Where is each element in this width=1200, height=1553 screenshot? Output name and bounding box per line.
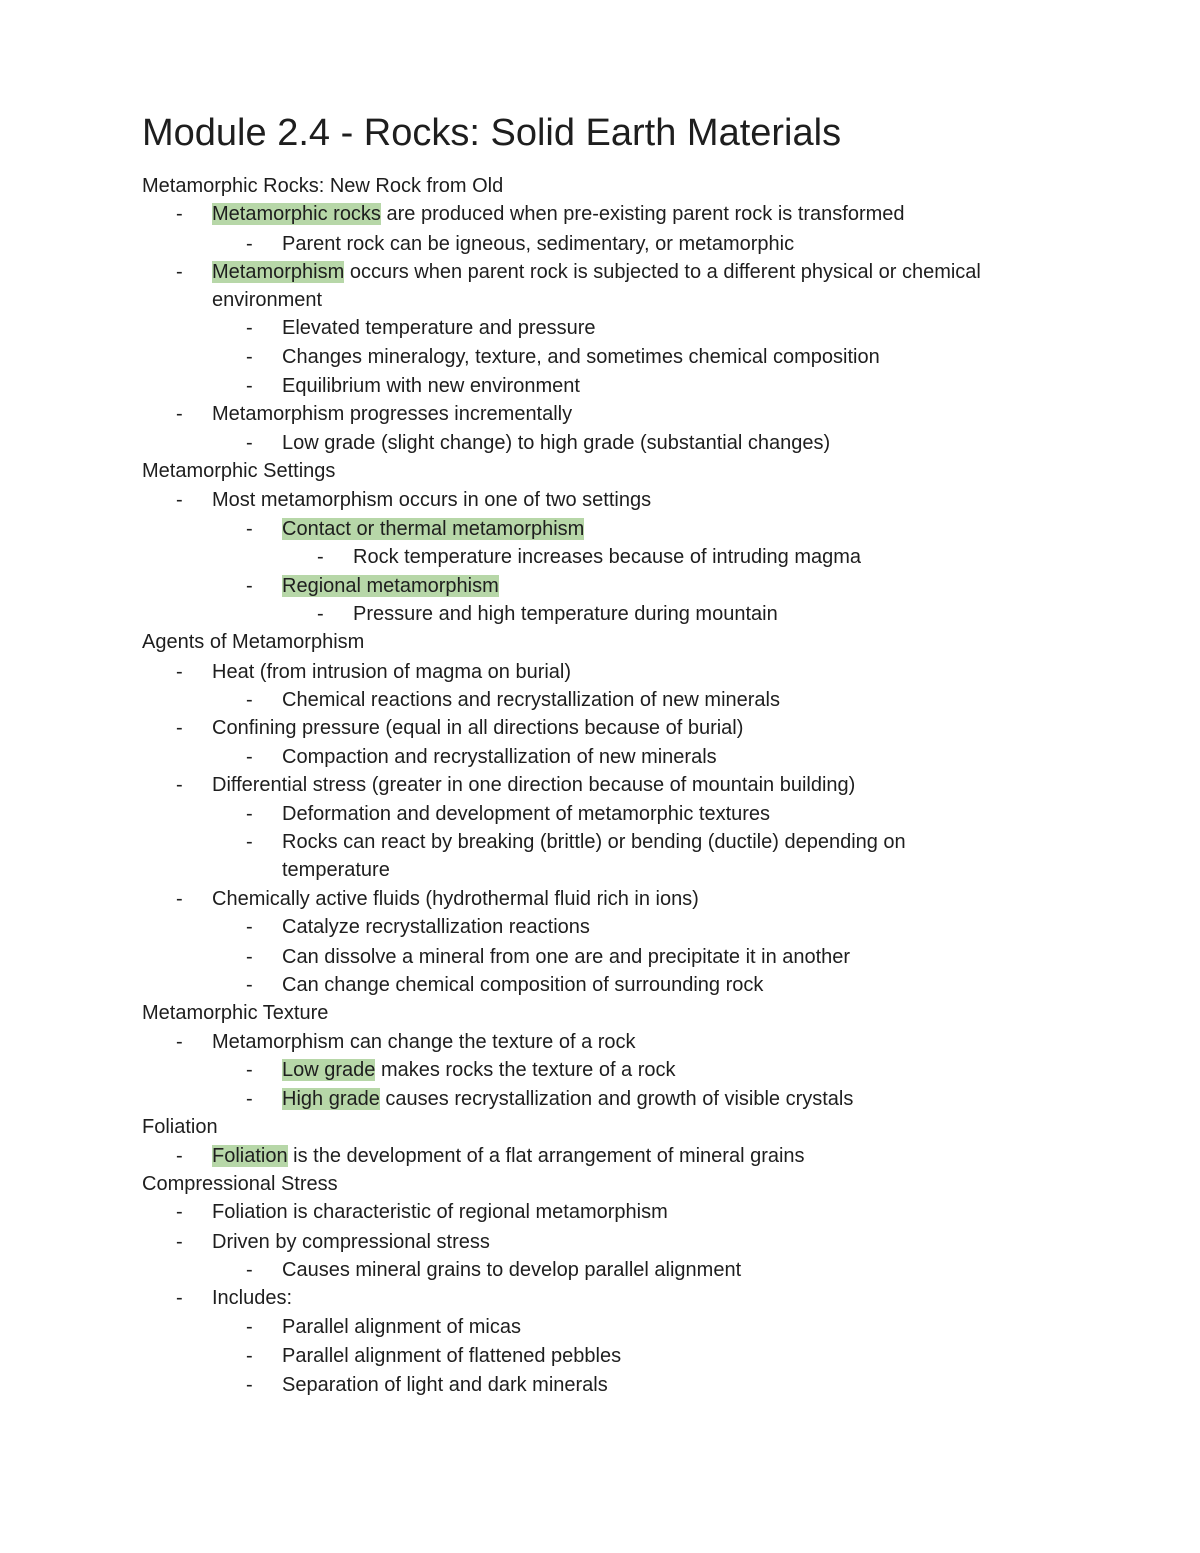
item-text: Can dissolve a mineral from one are and precipitate it in another	[282, 946, 851, 968]
section-heading: Metamorphic Rocks: New Rock from Old	[142, 175, 504, 197]
item-text: Most metamorphism occurs in one of two settings	[212, 489, 652, 511]
item-text: Causes mineral grains to develop parallel alignment	[282, 1259, 742, 1281]
bullet-dash: -	[246, 317, 253, 339]
bullet-dash: -	[176, 403, 183, 425]
bullet-dash: -	[176, 774, 183, 796]
item-text: Low grade (slight change) to high grade (substantial changes)	[282, 432, 831, 454]
item-text: Parallel alignment of micas	[282, 1316, 521, 1338]
item-text: Rock temperature increases because of intruding magma	[353, 546, 862, 568]
section-heading: Compressional Stress	[142, 1173, 338, 1195]
item-text: Elevated temperature and pressure	[282, 317, 596, 339]
bullet-dash: -	[176, 888, 183, 910]
bullet-dash: -	[176, 1145, 183, 1167]
bullet-dash: -	[246, 1088, 253, 1110]
page-title: Module 2.4 - Rocks: Solid Earth Materials	[142, 112, 842, 154]
bullet-dash: -	[246, 916, 253, 938]
item-text: Catalyze recrystallization reactions	[282, 916, 590, 938]
bullet-dash: -	[176, 1201, 183, 1223]
bullet-dash: -	[317, 546, 324, 568]
item-text: Parent rock can be igneous, sedimentary, or metamorphic	[282, 233, 795, 255]
item-text: temperature	[282, 859, 390, 881]
item-text: makes rocks the texture of a rock	[375, 1059, 676, 1081]
bullet-dash: -	[246, 432, 253, 454]
bullet-dash: -	[176, 661, 183, 683]
item-text: environment	[212, 289, 323, 311]
bullet-dash: -	[246, 946, 253, 968]
bullet-dash: -	[246, 746, 253, 768]
highlighted-term: Low grade	[282, 1059, 376, 1081]
bullet-dash: -	[246, 346, 253, 368]
section-heading: Foliation	[142, 1116, 218, 1138]
item-text: Parallel alignment of flattened pebbles	[282, 1345, 622, 1367]
bullet-dash: -	[176, 261, 183, 283]
item-text: occurs when parent rock is subjected to a different physical or chemical	[344, 261, 981, 283]
bullet-dash: -	[246, 689, 253, 711]
bullet-dash: -	[317, 603, 324, 625]
item-text: causes recrystallization and growth of visible crystals	[379, 1088, 854, 1110]
item-text: Deformation and development of metamorphic textures	[282, 803, 771, 825]
item-text: Chemically active fluids (hydrothermal fluid rich in ions)	[212, 888, 699, 910]
item-text: Compaction and recrystallization of new minerals	[282, 746, 717, 768]
item-text: is the development of a flat arrangement of mineral grains	[287, 1145, 805, 1167]
item-text: Chemical reactions and recrystallization of new minerals	[282, 689, 780, 711]
item-text: are produced when pre-existing parent rock is transformed	[380, 203, 905, 225]
bullet-dash: -	[246, 831, 253, 853]
bullet-dash: -	[246, 575, 253, 597]
highlighted-term: Contact or thermal metamorphism	[282, 518, 585, 540]
highlighted-term: Foliation	[212, 1145, 288, 1167]
section-heading: Metamorphic Texture	[142, 1002, 329, 1024]
bullet-dash: -	[176, 489, 183, 511]
item-text: Includes:	[212, 1287, 293, 1309]
item-text: Can change chemical composition of surrounding rock	[282, 974, 764, 996]
bullet-dash: -	[176, 1287, 183, 1309]
item-text: Foliation is characteristic of regional metamorphism	[212, 1201, 668, 1223]
bullet-dash: -	[246, 803, 253, 825]
bullet-dash: -	[176, 1031, 183, 1053]
bullet-dash: -	[176, 203, 183, 225]
bullet-dash: -	[246, 518, 253, 540]
item-text: Changes mineralogy, texture, and sometimes chemical composition	[282, 346, 880, 368]
item-text: Rocks can react by breaking (brittle) or bending (ductile) depending on	[282, 831, 906, 853]
highlighted-term: Metamorphic rocks	[212, 203, 381, 225]
highlighted-term: High grade	[282, 1088, 380, 1110]
bullet-dash: -	[246, 375, 253, 397]
item-text: Differential stress (greater in one direction because of mountain building)	[212, 774, 856, 796]
bullet-dash: -	[246, 1259, 253, 1281]
bullet-dash: -	[246, 1345, 253, 1367]
bullet-dash: -	[246, 233, 253, 255]
item-text: Driven by compressional stress	[212, 1231, 490, 1253]
highlighted-term: Regional metamorphism	[282, 575, 499, 597]
item-text: Separation of light and dark minerals	[282, 1374, 608, 1396]
bullet-dash: -	[246, 1316, 253, 1338]
item-text: Equilibrium with new environment	[282, 375, 580, 397]
bullet-dash: -	[176, 1231, 183, 1253]
bullet-dash: -	[176, 717, 183, 739]
item-text: Metamorphism progresses incrementally	[212, 403, 573, 425]
bullet-dash: -	[246, 974, 253, 996]
bullet-dash: -	[246, 1059, 253, 1081]
item-text: Confining pressure (equal in all directions because of burial)	[212, 717, 744, 739]
bullet-dash: -	[246, 1374, 253, 1396]
highlighted-term: Metamorphism	[212, 261, 345, 283]
item-text: Metamorphism can change the texture of a rock	[212, 1031, 636, 1053]
section-heading: Metamorphic Settings	[142, 460, 336, 482]
item-text: Heat (from intrusion of magma on burial)	[212, 661, 572, 683]
item-text: Pressure and high temperature during mountain	[353, 603, 778, 625]
section-heading: Agents of Metamorphism	[142, 631, 365, 653]
